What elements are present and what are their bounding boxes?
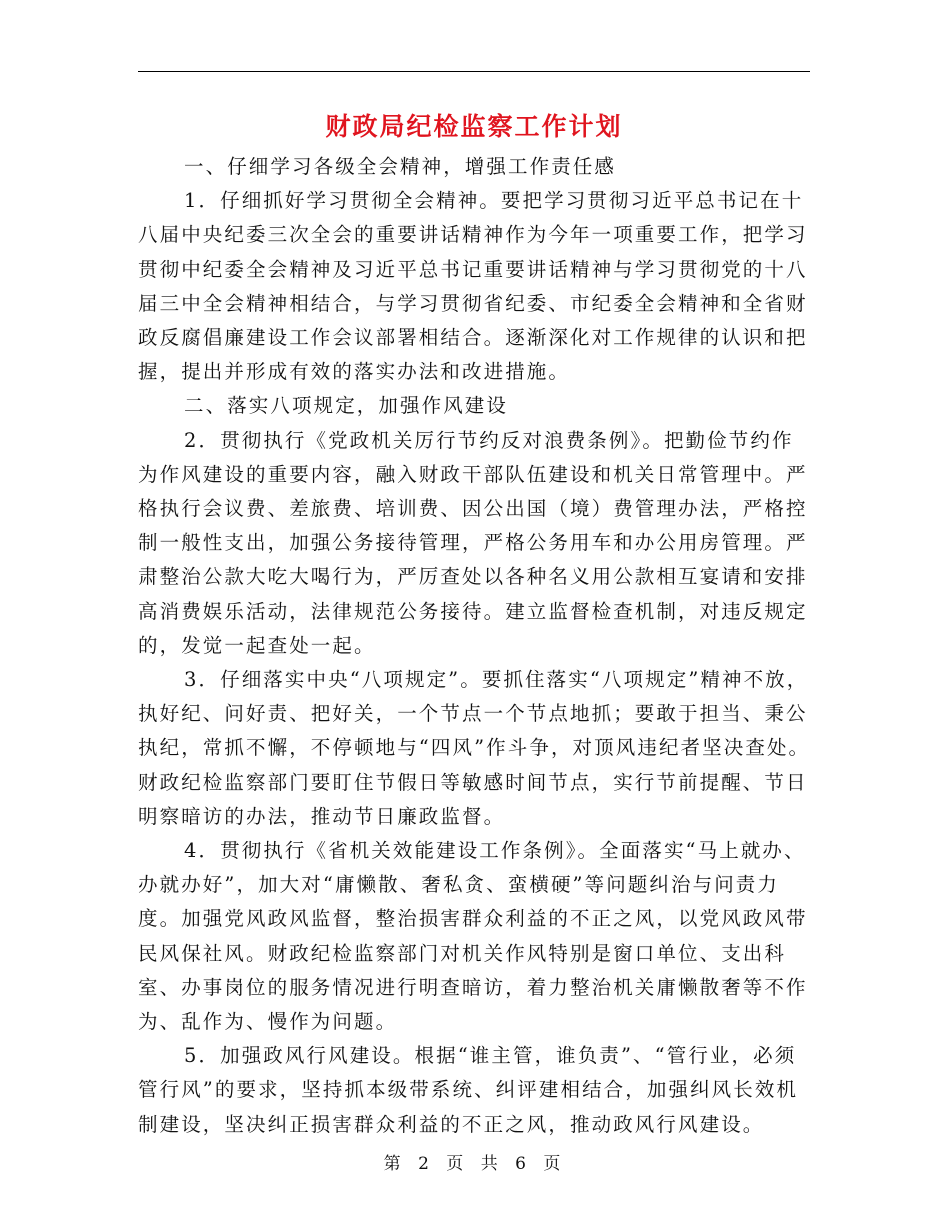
paragraph-item-1: 1．仔细抓好学习贯彻全会精神。要把学习贯彻习近平总书记在十八届中央纪委三次全会的重要讲话精神作为今年一项重要工作，把学习贯彻中纪委全会精神及习近平总书记重要讲话精神与学习贯彻党的十八届三中全会精神相结合，与学习贯彻省纪委、市纪委全会精神和全省财政反腐倡廉建设工作会议部署相结合。逐渐深化对工作规律的认识和把握，提出并形成有效的落实办法和改进措施。 bbox=[138, 189, 808, 384]
document-title: 财政局纪检监察工作计划 bbox=[325, 112, 623, 141]
page-number: 第 2 页 共 6 页 bbox=[383, 1154, 567, 1174]
paragraph-item-4: 4．贯彻执行《省机关效能建设工作条例》。全面落实“马上就办、办就办好”，加大对“庸懒散、奢私贪、蛮横硬”等问题纠治与问责力度。加强党风政风监督，整治损害群众利益的不正之风，以党风政风带民风保社风。财政纪检监察部门对机关作风特别是窗口单位、支出科室、办事岗位的服务情况进行明查暗访，着力整治机关庸懒散奢等不作为、乱作为、慢作为问题。 bbox=[138, 839, 808, 1034]
section-heading-2: 二、落实八项规定，加强作风建设 bbox=[184, 394, 509, 418]
paragraph-item-5: 5．加强政风行风建设。根据“谁主管，谁负责”、“管行业，必须管行风”的要求，坚持抓本级带系统、纠评建相结合，加强纠风长效机制建设，坚决纠正损害群众利益的不正之风，推动政风行风建设。 bbox=[138, 1044, 799, 1136]
paragraph-item-3: 3．仔细落实中央“八项规定”。要抓住落实“八项规定”精神不放，执好纪、问好责、把好关，一个节点一个节点地抓；要敢于担当、秉公执纪，常抓不懈，不停顿地与“四风”作斗争，对顶风违纪者坚决查处。财政纪检监察部门要盯住节假日等敏感时间节点，实行节前提醒、节日明察暗访的办法，推动节日廉政监督。 bbox=[138, 668, 811, 828]
document-body bbox=[138, 150, 814, 1142]
paragraph-item-2: 2．贯彻执行《党政机关厉行节约反对浪费条例》。把勤俭节约作为作风建设的重要内容，融入财政干部队伍建设和机关日常管理中。严格执行会议费、差旅费、培训费、因公出国（境）费管理办法，严格控制一般性支出，加强公务接待管理，严格公务用车和办公用房管理。严肃整治公款大吃大喝行为，严厉查处以各种名义用公款相互宴请和安排高消费娱乐活动，法律规范公务接待。建立监督检查机制，对违反规定的，发觉一起查处一起。 bbox=[138, 428, 808, 657]
header-rule bbox=[138, 71, 810, 72]
section-heading-1: 一、仔细学习各级全会精神，增强工作责任感 bbox=[184, 155, 617, 178]
